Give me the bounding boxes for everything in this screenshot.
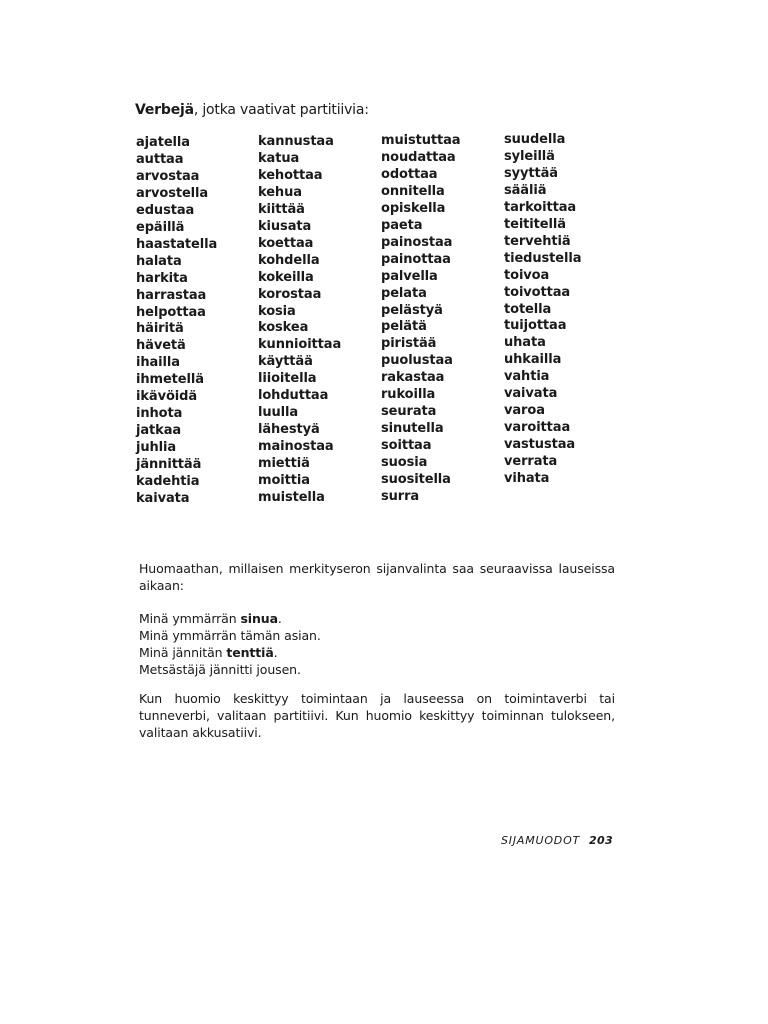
verb-item: noudattaa — [381, 149, 456, 165]
verb-item: surra — [381, 489, 420, 505]
example-sentence — [139, 644, 615, 661]
verb-item: kehottaa — [258, 167, 323, 183]
verb-item: puolustaa — [381, 353, 453, 369]
page-number: 203 — [589, 834, 613, 847]
verb-item: kiittää — [258, 201, 305, 217]
example-text-end: . — [277, 611, 282, 626]
list-heading-bold: Verbejä — [135, 102, 194, 118]
verb-item: ikävöidä — [136, 389, 198, 405]
example-text-end: . — [273, 645, 278, 660]
verb-item: helpottaa — [136, 304, 206, 320]
verb-item: sääliä — [504, 182, 547, 198]
verb-item: teititellä — [504, 216, 566, 232]
verb-item: jännittää — [136, 457, 202, 473]
verb-item: muistuttaa — [381, 133, 461, 148]
verb-item: pelätä — [381, 319, 427, 335]
verb-item: moittia — [258, 473, 310, 489]
verb-item: kiusata — [258, 218, 312, 234]
verb-item: ihmetellä — [136, 372, 204, 388]
example-text: Metsästäjä jännitti jousen. — [139, 662, 301, 677]
verb-item: soittaa — [381, 438, 432, 454]
verb-item: painottaa — [381, 251, 451, 267]
example-text: Minä ymmärrän tämän asian. — [139, 628, 321, 643]
verb-item: miettiä — [258, 456, 310, 472]
verb-item: kannustaa — [258, 134, 334, 149]
page-footer — [501, 834, 613, 847]
verb-item: syyttää — [504, 165, 558, 181]
verb-item: jatkaa — [136, 423, 182, 439]
verb-item: kokeilla — [258, 269, 314, 285]
example-text: Minä jännitän — [139, 645, 227, 660]
verb-item: kohdella — [258, 252, 320, 268]
verb-item: kosia — [258, 303, 296, 319]
verb-item: häiritä — [136, 321, 184, 337]
verb-item: verrata — [504, 454, 558, 470]
list-heading-rest: , jotka vaativat partitiivia: — [193, 102, 369, 118]
verb-item: suosia — [381, 455, 428, 471]
verb-item: arvostella — [136, 185, 209, 201]
verb-item: toivottaa — [504, 284, 571, 300]
verb-item: vahtia — [504, 369, 550, 385]
verb-item: epäillä — [136, 219, 185, 235]
verb-item: harkita — [136, 270, 188, 286]
verb-item: ihailla — [136, 355, 180, 371]
verb-item: lohduttaa — [258, 388, 329, 404]
verb-item: tuijottaa — [504, 318, 567, 334]
verb-item: halata — [136, 253, 182, 269]
verb-item: luulla — [258, 405, 299, 421]
verb-item: lähestyä — [258, 422, 320, 438]
verb-item: koskea — [258, 320, 309, 336]
example-sentence — [139, 661, 615, 678]
verb-item: muistella — [258, 490, 325, 506]
verb-item: hävetä — [136, 338, 186, 354]
verb-item: piristää — [381, 336, 437, 352]
verb-item: paeta — [381, 217, 423, 233]
example-highlight: sinua — [240, 611, 278, 626]
verb-item: haastatella — [136, 236, 218, 252]
verb-item: pelästyä — [381, 302, 443, 318]
example-sentence — [139, 627, 615, 644]
note-intro: Huomaathan, millaisen merkityseron sijanvalinta saa seuraavissa lauseissa aikaan: — [139, 561, 615, 593]
verb-item: varoittaa — [504, 420, 571, 436]
note-rule: Kun huomio keskittyy toimintaan ja lauseessa on toimintaverbi tai tunneverbi, valitaan partitiivi. Kun huomio keskittyy toiminnan tulokseen, valitaan akkusatiivi. — [139, 691, 615, 740]
verb-item: tervehtiä — [504, 233, 571, 249]
verb-item: seurata — [381, 404, 437, 420]
verb-item: palvella — [381, 268, 438, 284]
verb-item: uhkailla — [504, 352, 562, 368]
verb-item: ajatella — [136, 135, 190, 150]
verb-item: rakastaa — [381, 370, 445, 386]
verb-item: syleillä — [504, 148, 555, 164]
verb-column-3 — [381, 133, 460, 506]
verb-item: harrastaa — [136, 287, 207, 303]
verb-item: kehua — [258, 184, 302, 200]
verb-item: koettaa — [258, 235, 314, 251]
list-heading — [135, 101, 369, 119]
verb-item: suudella — [504, 132, 566, 147]
verb-item: arvostaa — [136, 168, 200, 184]
verb-item: liioitella — [258, 371, 317, 387]
verb-item: painostaa — [381, 234, 453, 250]
example-sentences — [139, 610, 615, 678]
verb-column-1 — [136, 135, 217, 508]
verb-item: katua — [258, 150, 300, 166]
example-sentence — [139, 610, 615, 627]
verb-item: pelata — [381, 285, 427, 301]
verb-item: juhlia — [136, 440, 177, 456]
verb-item: onnitella — [381, 183, 445, 199]
verb-item: varoa — [504, 403, 545, 419]
verb-item: kaivata — [136, 491, 190, 507]
running-section-title: SIJAMUODOT — [501, 834, 581, 847]
verb-item: vaivata — [504, 386, 558, 402]
verb-item: tiedustella — [504, 250, 582, 266]
verb-item: kunnioittaa — [258, 337, 342, 353]
verb-item: auttaa — [136, 151, 184, 167]
verb-item: opiskella — [381, 200, 446, 216]
verb-item: totella — [504, 301, 552, 317]
verb-item: inhota — [136, 406, 183, 422]
verb-item: vihata — [504, 471, 550, 487]
verb-item: rukoilla — [381, 387, 436, 403]
verb-item: suositella — [381, 472, 451, 488]
verb-column-2 — [258, 134, 341, 507]
verb-item: kadehtia — [136, 474, 200, 490]
verb-item: mainostaa — [258, 439, 334, 455]
example-highlight: tenttiä — [226, 645, 274, 660]
verb-item: uhata — [504, 335, 546, 351]
verb-item: korostaa — [258, 286, 322, 302]
verb-item: edustaa — [136, 202, 195, 218]
example-text: Minä ymmärrän — [139, 611, 241, 626]
verb-item: odottaa — [381, 166, 438, 182]
verb-item: tarkoittaa — [504, 199, 577, 215]
verb-column-4 — [504, 132, 581, 488]
verb-item: käyttää — [258, 354, 313, 370]
verb-item: sinutella — [381, 421, 444, 437]
verb-item: vastustaa — [504, 437, 576, 453]
verb-item: toivoa — [504, 267, 550, 283]
